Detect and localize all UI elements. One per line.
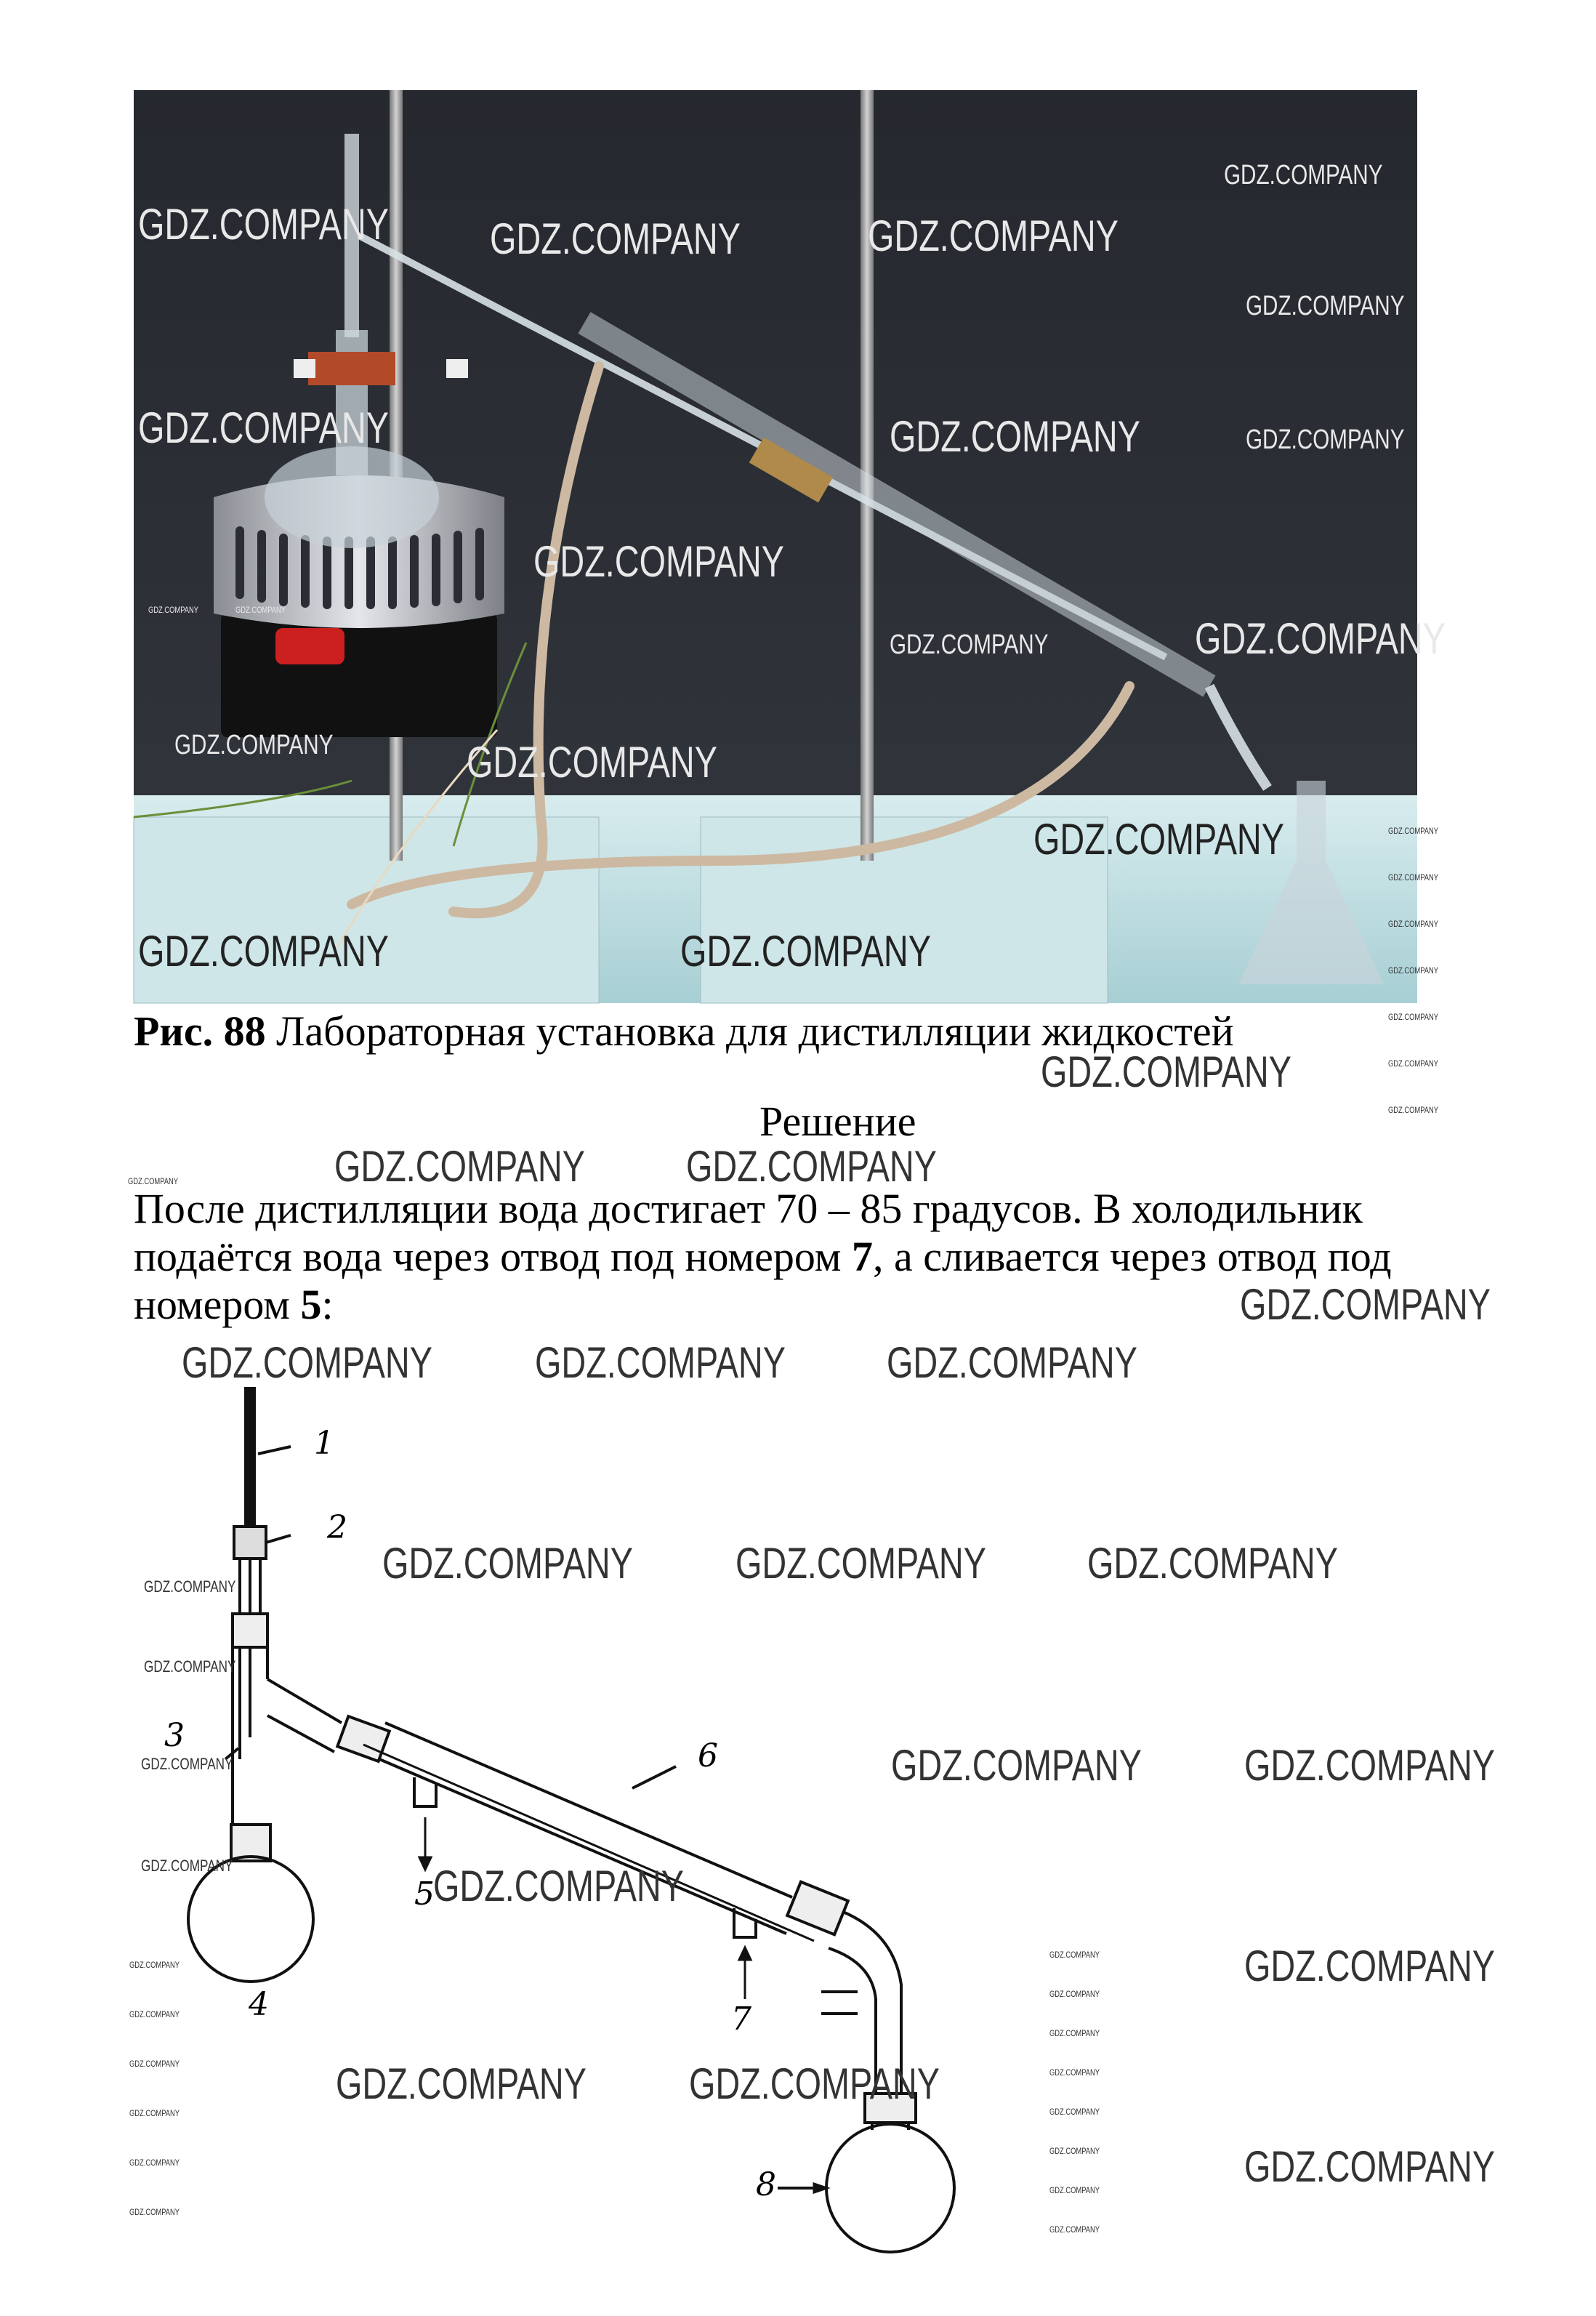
figure-caption-text: Лабораторная установка для дистилляции жидкостей: [265, 1008, 1234, 1055]
watermark: GDZ.COMPANY: [128, 1176, 178, 1186]
watermark: GDZ.COMPANY: [1246, 425, 1405, 455]
watermark: GDZ.COMPANY: [686, 1142, 937, 1191]
watermark: GDZ.COMPANY: [1049, 2185, 1100, 2195]
watermark: GDZ.COMPANY: [1049, 2224, 1100, 2235]
solution-heading: Решение: [759, 1098, 916, 1145]
label-4: 4: [249, 1986, 269, 2023]
watermark: GDZ.COMPANY: [141, 1857, 233, 1875]
distillation-diagram: [124, 1381, 1257, 2268]
watermark: GDZ.COMPANY: [1388, 965, 1438, 976]
watermark: GDZ.COMPANY: [1049, 1989, 1100, 1999]
watermark: GDZ.COMPANY: [535, 1338, 786, 1387]
watermark: GDZ.COMPANY: [1244, 1741, 1495, 1790]
watermark: GDZ.COMPANY: [1244, 1942, 1495, 1990]
watermark: GDZ.COMPANY: [1049, 2067, 1100, 2078]
solution-text-part1: После дистилляции вода достигает 70 – 85 градусов. В холодильник подаётся вода через отвод под номером: [134, 1185, 1363, 1280]
watermark: GDZ.COMPANY: [1195, 614, 1446, 663]
watermark: GDZ.COMPANY: [467, 738, 717, 787]
watermark: GDZ.COMPANY: [1388, 1058, 1438, 1069]
watermark: GDZ.COMPANY: [1246, 291, 1405, 321]
watermark: GDZ.COMPANY: [1049, 2028, 1100, 2038]
watermark: GDZ.COMPANY: [689, 2059, 940, 2108]
watermark: GDZ.COMPANY: [129, 1960, 180, 1970]
watermark: GDZ.COMPANY: [1224, 160, 1383, 190]
watermark: GDZ.COMPANY: [141, 1755, 233, 1773]
watermark: GDZ.COMPANY: [129, 2207, 180, 2217]
watermark: GDZ.COMPANY: [1388, 919, 1438, 929]
watermark: GDZ.COMPANY: [1049, 2146, 1100, 2156]
watermark: GDZ.COMPANY: [129, 2108, 180, 2118]
watermark: GDZ.COMPANY: [129, 2158, 180, 2168]
watermark: GDZ.COMPANY: [138, 200, 389, 249]
watermark: GDZ.COMPANY: [1244, 2142, 1495, 2191]
watermark: GDZ.COMPANY: [174, 730, 334, 760]
watermark: GDZ.COMPANY: [1388, 826, 1438, 836]
watermark: GDZ.COMPANY: [336, 2059, 587, 2108]
watermark: GDZ.COMPANY: [182, 1338, 432, 1387]
outlet-number: 5: [300, 1281, 322, 1328]
watermark: GDZ.COMPANY: [1087, 1539, 1338, 1588]
watermark: GDZ.COMPANY: [1388, 872, 1438, 882]
watermark: GDZ.COMPANY: [891, 1741, 1142, 1790]
watermark: GDZ.COMPANY: [1041, 1048, 1291, 1096]
watermark: GDZ.COMPANY: [1388, 1012, 1438, 1022]
watermark: GDZ.COMPANY: [533, 537, 784, 586]
solution-text-part3: :: [321, 1281, 334, 1328]
watermark: GDZ.COMPANY: [1033, 815, 1284, 864]
figure-label: Рис. 88: [134, 1008, 266, 1055]
watermark: GDZ.COMPANY: [334, 1142, 585, 1191]
label-7: 7: [731, 2001, 751, 2038]
watermark: GDZ.COMPANY: [735, 1539, 986, 1588]
watermark: GDZ.COMPANY: [680, 927, 931, 976]
label-2: 2: [327, 1509, 347, 1546]
label-5: 5: [414, 1875, 435, 1913]
inlet-number: 7: [851, 1233, 873, 1280]
label-3: 3: [164, 1717, 185, 1754]
watermark: GDZ.COMPANY: [1240, 1280, 1491, 1329]
watermark: GDZ.COMPANY: [1049, 1950, 1100, 1960]
watermark: GDZ.COMPANY: [868, 212, 1119, 260]
watermark: GDZ.COMPANY: [148, 605, 198, 615]
watermark: GDZ.COMPANY: [1049, 2107, 1100, 2117]
watermark: GDZ.COMPANY: [129, 2059, 180, 2069]
label-8: 8: [756, 2166, 776, 2203]
solution-text-part2: , а сливается через отвод под номером: [134, 1233, 1392, 1328]
watermark: GDZ.COMPANY: [138, 403, 389, 452]
watermark: GDZ.COMPANY: [144, 1657, 236, 1676]
watermark: GDZ.COMPANY: [490, 214, 741, 263]
label-1: 1: [314, 1425, 334, 1462]
watermark: GDZ.COMPANY: [235, 605, 286, 615]
watermark: GDZ.COMPANY: [144, 1577, 236, 1596]
watermark: GDZ.COMPANY: [890, 412, 1140, 461]
label-6: 6: [698, 1737, 718, 1774]
watermark: GDZ.COMPANY: [138, 927, 389, 976]
watermark: GDZ.COMPANY: [129, 2009, 180, 2019]
watermark: GDZ.COMPANY: [890, 630, 1049, 660]
distillation-photo: [134, 90, 1446, 1003]
watermark: GDZ.COMPANY: [433, 1862, 684, 1910]
watermark: GDZ.COMPANY: [887, 1338, 1137, 1387]
watermark: GDZ.COMPANY: [382, 1539, 633, 1588]
watermark: GDZ.COMPANY: [1388, 1105, 1438, 1115]
